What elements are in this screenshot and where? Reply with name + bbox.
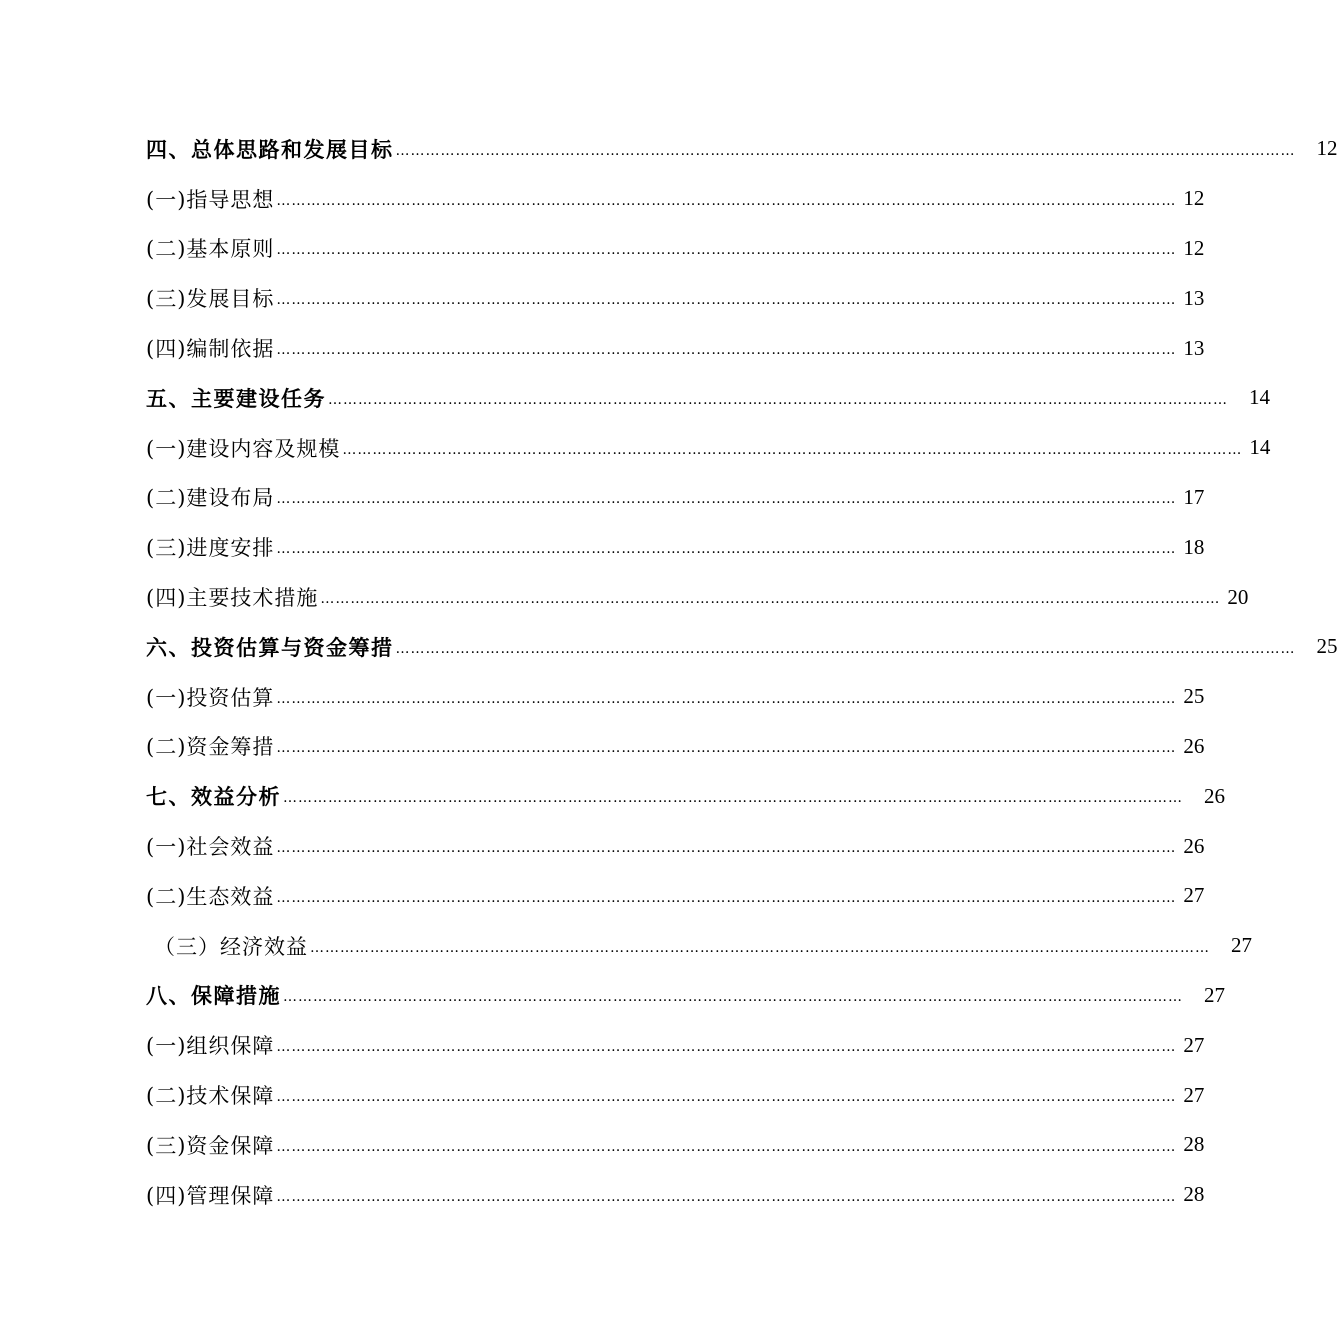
toc-entry-title: (三)进度安排 xyxy=(146,536,275,561)
toc-entry-title: (二)生态效益 xyxy=(146,884,275,909)
toc-chapter-entry[interactable] xyxy=(146,622,1338,672)
toc-page-number: 28 xyxy=(1183,1132,1205,1157)
toc-entry-title: （三）经济效益 xyxy=(154,934,308,959)
toc-page-number: 27 xyxy=(1183,883,1205,908)
toc-section-entry[interactable] xyxy=(146,821,1205,871)
toc-dot-leader: ……………………………………………………………………………………………………………………………………………………………… xyxy=(276,292,1177,309)
toc-dot-leader: ……………………………………………………………………………………………………………………………………………………………… xyxy=(320,591,1221,608)
toc-entry-title: 五、主要建设任务 xyxy=(146,385,326,411)
toc-page-number: 14 xyxy=(1249,385,1270,410)
toc-dot-leader: ……………………………………………………………………………………………………………………………………………………………… xyxy=(310,939,1210,956)
toc-section-entry[interactable] xyxy=(146,921,1252,971)
toc-dot-leader: ……………………………………………………………………………………………………………………………………………………………… xyxy=(342,441,1243,458)
toc-section-entry[interactable] xyxy=(146,273,1205,323)
toc-page-number: 14 xyxy=(1249,435,1271,460)
toc-page-number: 12 xyxy=(1183,186,1205,211)
toc-dot-leader: ……………………………………………………………………………………………………………………………………………………………… xyxy=(276,1039,1177,1056)
toc-page-number: 20 xyxy=(1227,584,1249,609)
toc-page-number: 26 xyxy=(1183,733,1205,758)
toc-page-number: 27 xyxy=(1183,1032,1205,1057)
toc-dot-leader: ……………………………………………………………………………………………………………………………………………………………… xyxy=(276,1089,1177,1106)
toc-entry-title: (一)指导思想 xyxy=(146,187,275,212)
toc-chapter-entry[interactable] xyxy=(146,373,1270,423)
toc-section-entry[interactable] xyxy=(146,572,1249,622)
toc-dot-leader: ……………………………………………………………………………………………………………………………………………………………… xyxy=(276,192,1177,209)
toc-page-number: 17 xyxy=(1183,484,1205,509)
toc-page-number: 25 xyxy=(1183,684,1205,709)
toc-dot-leader: ……………………………………………………………………………………………………………………………………………………………… xyxy=(276,840,1177,857)
toc-page-number: 13 xyxy=(1183,285,1205,310)
toc-dot-leader: ……………………………………………………………………………………………………………………………………………………………… xyxy=(276,242,1177,259)
toc-section-entry[interactable] xyxy=(146,224,1205,274)
toc-section-entry[interactable] xyxy=(146,1120,1205,1170)
table-of-contents xyxy=(146,124,1338,1220)
toc-page-number: 27 xyxy=(1204,982,1225,1007)
toc-dot-leader: ……………………………………………………………………………………………………………………………………………………………… xyxy=(283,790,1183,807)
toc-page-number: 12 xyxy=(1316,136,1338,161)
toc-entry-title: (二)基本原则 xyxy=(146,237,275,262)
toc-section-entry[interactable] xyxy=(146,174,1205,224)
toc-dot-leader: ……………………………………………………………………………………………………………………………………………………………… xyxy=(276,740,1177,757)
toc-entry-title: (四)编制依据 xyxy=(146,337,275,362)
toc-entry-title: 八、保障措施 xyxy=(146,983,281,1009)
toc-chapter-entry[interactable] xyxy=(146,124,1338,174)
toc-dot-leader: ……………………………………………………………………………………………………………………………………………………………… xyxy=(395,142,1296,159)
toc-entry-title: (一)组织保障 xyxy=(146,1034,275,1059)
toc-section-entry[interactable] xyxy=(146,1020,1205,1070)
toc-page-number: 12 xyxy=(1183,235,1205,260)
toc-section-entry[interactable] xyxy=(146,473,1205,523)
toc-entry-title: (二)技术保障 xyxy=(146,1084,275,1109)
toc-page-number: 13 xyxy=(1183,335,1205,360)
toc-entry-title: 七、效益分析 xyxy=(146,784,281,810)
toc-entry-title: (四)管理保障 xyxy=(146,1183,275,1208)
toc-chapter-entry[interactable] xyxy=(146,971,1225,1021)
toc-dot-leader: ……………………………………………………………………………………………………………………………………………………………… xyxy=(276,690,1177,707)
toc-page-number: 27 xyxy=(1183,1082,1205,1107)
toc-dot-leader: ……………………………………………………………………………………………………………………………………………………………… xyxy=(276,342,1177,359)
toc-entry-title: (一)建设内容及规模 xyxy=(146,436,341,461)
toc-entry-title: 六、投资估算与资金筹措 xyxy=(146,634,394,660)
toc-entry-title: (一)投资估算 xyxy=(146,685,275,710)
toc-dot-leader: ……………………………………………………………………………………………………………………………………………………………… xyxy=(328,391,1228,408)
toc-section-entry[interactable] xyxy=(146,1170,1205,1220)
toc-entry-title: (四)主要技术措施 xyxy=(146,586,319,611)
toc-entry-title: (三)发展目标 xyxy=(146,287,275,312)
toc-entry-title: (一)社会效益 xyxy=(146,835,275,860)
toc-entry-title: (二)建设布局 xyxy=(146,486,275,511)
toc-section-entry[interactable] xyxy=(146,522,1205,572)
toc-dot-leader: ……………………………………………………………………………………………………………………………………………………………… xyxy=(276,491,1177,508)
toc-chapter-entry[interactable] xyxy=(146,771,1225,821)
toc-dot-leader: ……………………………………………………………………………………………………………………………………………………………… xyxy=(276,541,1177,558)
toc-dot-leader: ……………………………………………………………………………………………………………………………………………………………… xyxy=(283,989,1183,1006)
toc-page-number: 25 xyxy=(1316,634,1338,659)
toc-section-entry[interactable] xyxy=(146,423,1271,473)
toc-entry-title: (二)资金筹措 xyxy=(146,735,275,760)
toc-page-number: 28 xyxy=(1183,1182,1205,1207)
toc-page-number: 26 xyxy=(1204,783,1225,808)
toc-page-number: 27 xyxy=(1231,933,1252,958)
toc-dot-leader: ……………………………………………………………………………………………………………………………………………………………… xyxy=(395,640,1296,657)
toc-page-number: 18 xyxy=(1183,534,1205,559)
toc-section-entry[interactable] xyxy=(146,1070,1205,1120)
toc-dot-leader: ……………………………………………………………………………………………………………………………………………………………… xyxy=(276,889,1177,906)
toc-section-entry[interactable] xyxy=(146,722,1205,772)
toc-entry-title: (三)资金保障 xyxy=(146,1133,275,1158)
toc-section-entry[interactable] xyxy=(146,871,1205,921)
toc-dot-leader: ……………………………………………………………………………………………………………………………………………………………… xyxy=(276,1188,1177,1205)
toc-page-number: 26 xyxy=(1183,833,1205,858)
toc-section-entry[interactable] xyxy=(146,323,1205,373)
toc-section-entry[interactable] xyxy=(146,672,1205,722)
toc-dot-leader: ……………………………………………………………………………………………………………………………………………………………… xyxy=(276,1138,1177,1155)
toc-entry-title: 四、总体思路和发展目标 xyxy=(146,136,394,162)
